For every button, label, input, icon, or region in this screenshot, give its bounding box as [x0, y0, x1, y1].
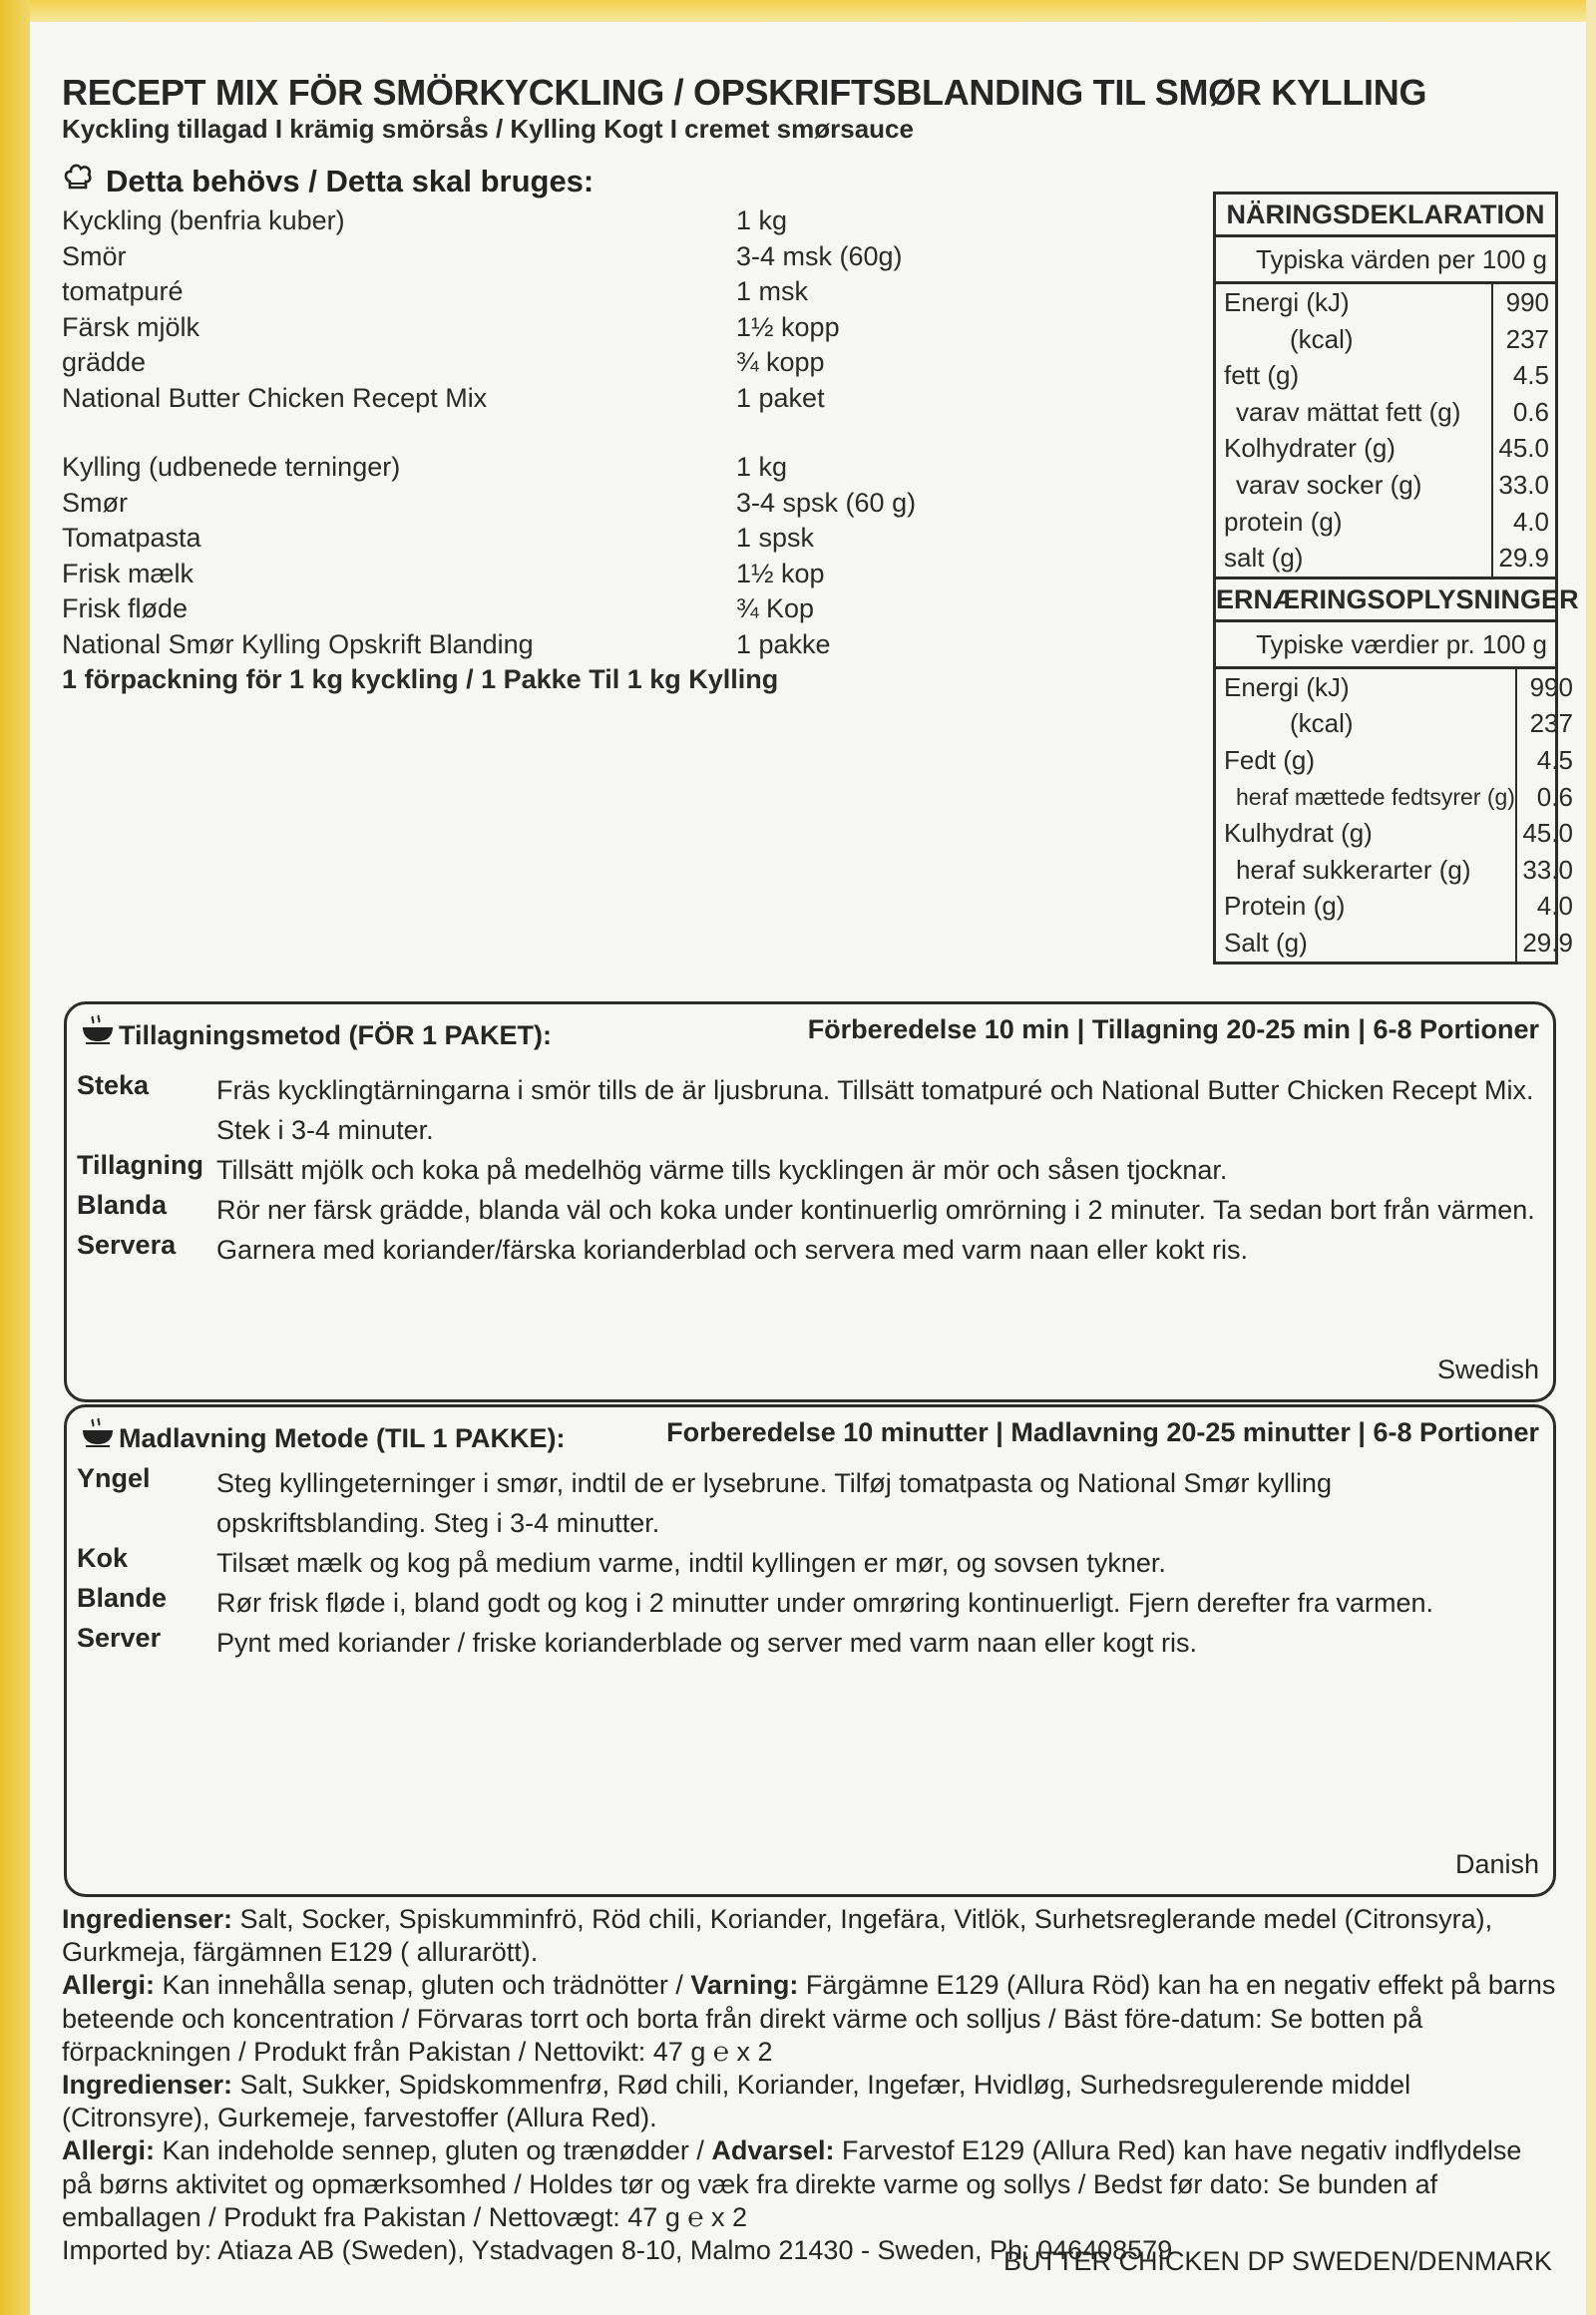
nutrition-label: Energi (kJ) — [1216, 284, 1493, 321]
list-item: Kyckling (benfria kuber) 1 kg — [62, 205, 788, 235]
language-label-sv: Swedish — [1436, 1354, 1539, 1384]
page-title: RECEPT MIX FÖR SMÖRKYCKLING / OPSKRIFTSBLANDING TIL SMØR KYLLING — [62, 72, 1427, 113]
method-time-da: Forberedelse 10 minutter | Madlavning 20-25 minutter | 6-8 Portioner — [666, 1417, 1539, 1447]
nutrition-subtitle-sv: Typiska värden per 100 g — [1216, 237, 1555, 284]
step-label: Servera — [77, 1230, 177, 1260]
ingredients-sv: Ingredienser: Salt, Socker, Spiskumminfrö, Röd chili, Koriander, Ingefära, Vitlök, Surhetsreglerande medel (Citronsyra), Gurkmeja, färgämnen E129 ( allurarött). — [62, 1904, 1493, 1968]
step-label: Blande — [77, 1583, 168, 1613]
language-label-da: Danish — [1454, 1849, 1539, 1879]
nutrition-value: 4.5 — [1536, 744, 1573, 775]
list-item: tomatpuré 1 msk — [62, 276, 809, 306]
allergy-da: Allergi: Kan indeholde sennep, gluten og trænødder / Advarsel: Farvestof E129 (Allura Red) kan have negativ indflydelse på børns aktivitet og opmærksomhed / Holdes tør og væk fra direkte varme og sollys / Bedst før dato: Se bunden af emballagen / Produkt fra Pakistan / Nettovægt: 47 g ℮ x 2 — [62, 2135, 1522, 2232]
step-label: Tillagning — [77, 1150, 203, 1180]
nutrition-value: 33.0 — [1522, 854, 1573, 885]
nutrition-value: 0.6 — [1512, 396, 1549, 427]
nutrition-value: 45.0 — [1522, 818, 1573, 849]
method-box-danish — [64, 1404, 1556, 1897]
product-code: BUTTER CHICKEN DP SWEDEN/DENMARK — [1002, 2246, 1552, 2276]
needs-heading-text: Detta behövs / Detta skal bruges: — [106, 164, 595, 198]
nutrition-label: protein (g) — [1216, 504, 1493, 541]
step-text: Steg kyllingeterninger i smør, indtil de er lysebrune. Tilføj tomatpasta og National Smør kylling opskriftsblanding. Steg i 3-4 minutter. — [216, 1468, 1332, 1538]
pack-note: 1 förpackning för 1 kg kyckling / 1 Pakke Til 1 kg Kylling — [62, 664, 779, 694]
nutrition-value: 29.9 — [1522, 927, 1573, 958]
method-heading-da: Madlavning Metode (TIL 1 PAKKE): — [81, 1417, 566, 1454]
nutrition-label: Kulhydrat (g) — [1216, 815, 1517, 852]
step-label: Server — [77, 1623, 162, 1653]
list-item: Tomatpasta 1 spsk — [62, 523, 815, 553]
nutrition-label: (kcal) — [1216, 321, 1493, 358]
nutrition-label: Kolhydrater (g) — [1216, 430, 1493, 467]
step-label: Steka — [77, 1070, 150, 1100]
list-item: Färsk mjölk 1½ kopp — [62, 311, 840, 342]
method-box-swedish — [64, 1001, 1556, 1402]
package-edge-right — [1586, 0, 1596, 2315]
nutrition-title-sv: NÄRINGSDEKLARATION — [1216, 194, 1555, 237]
package-edge-top — [30, 0, 1596, 22]
cooking-pot-icon — [81, 1417, 119, 1454]
cooking-pot-icon — [81, 1014, 119, 1051]
nutrition-subtitle-da: Typiske værdier pr. 100 g — [1216, 622, 1555, 669]
nutrition-value: 4.0 — [1512, 506, 1549, 537]
nutrition-label: (kcal) — [1216, 705, 1517, 742]
nutrition-rows-sv — [1216, 284, 1555, 577]
list-item: National Butter Chicken Recept Mix 1 paket — [62, 382, 825, 413]
nutrition-title-da: ERNÆRINGSOPLYSNINGER — [1216, 577, 1555, 622]
nutrition-rows-da — [1216, 669, 1573, 962]
nutrition-value: 990 — [1505, 287, 1549, 317]
step-text: Pynt med koriander / friske korianderblade og server med varm naan eller kogt ris. — [216, 1628, 1197, 1658]
nutrition-label: Protein (g) — [1216, 888, 1517, 925]
nutrition-value: 4.5 — [1512, 360, 1549, 391]
package-edge-left — [0, 0, 30, 2315]
step-text: Rør frisk fløde i, bland godt og kog i 2 minutter under omrøring kontinuerligt. Fjern derefter fra varmen. — [216, 1588, 1434, 1618]
list-item: Smör 3-4 msk (60g) — [62, 240, 903, 271]
step-text: Fräs kycklingtärningarna i smör tills de är ljusbruna. Tillsätt tomatpuré och National Butter Chicken Recept Mix. Stek i 3-4 minuter. — [216, 1075, 1534, 1145]
nutrition-value: 45.0 — [1498, 433, 1549, 464]
ingredients-da: Ingredienser: Salt, Sukker, Spidskommenfrø, Rød chili, Koriander, Ingefær, Hvidløg, Surhedsregulerende middel (Citronsyre), Gurkemeje, farvestoffer (Allura Red). — [62, 2070, 1411, 2133]
step-label: Blanda — [77, 1190, 168, 1220]
nutrition-label: Salt (g) — [1216, 925, 1517, 962]
footer-text — [62, 1903, 1558, 2267]
step-text: Garnera med koriander/färska korianderblad och servera med varm naan eller kokt ris. — [216, 1235, 1248, 1265]
step-text: Rör ner färsk grädde, blanda väl och koka under kontinuerlig omrörning i 2 minuter. Ta sedan bort från värmen. — [216, 1195, 1535, 1225]
step-label: Yngel — [77, 1463, 151, 1493]
nutrition-label: heraf mættede fedtsyrer (g) — [1216, 779, 1517, 816]
page-subtitle: Kyckling tillagad I krämig smörsås / Kylling Kogt I cremet smørsauce — [62, 114, 914, 144]
allergy-sv: Allergi: Kan innehålla senap, gluten och trädnötter / Varning: Färgämne E129 (Allura Röd) kan ha en negativ effekt på barns beteende och koncentration / Förvaras torrt och borta från direkt värme och solljus / Bäst före-datum: Se botten på förpackningen / Produkt från Pakistan / Nettovikt: 47 g ℮ x 2 — [62, 1970, 1556, 2067]
nutrition-value: 4.0 — [1536, 891, 1573, 922]
nutrition-value: 0.6 — [1536, 781, 1573, 812]
method-time-sv: Förberedelse 10 min | Tillagning 20-25 min | 6-8 Portioner — [807, 1014, 1539, 1044]
nutrition-label: Fedt (g) — [1216, 742, 1517, 779]
nutrition-label: heraf sukkerarter (g) — [1216, 852, 1517, 889]
list-item: Frisk fløde ¾ Kop — [62, 593, 815, 623]
nutrition-value: 237 — [1505, 323, 1549, 354]
step-label: Kok — [77, 1543, 129, 1573]
method-heading-sv: Tillagningsmetod (FÖR 1 PAKET): — [81, 1014, 552, 1051]
list-item: grädde ¾ kopp — [62, 347, 825, 377]
nutrition-value: 237 — [1529, 708, 1573, 739]
step-text: Tilsæt mælk og kog på medium varme, indtil kyllingen er mør, og sovsen tykner. — [216, 1548, 1166, 1578]
list-item: Kylling (udbenede terninger) 1 kg — [62, 452, 788, 482]
nutrition-table — [1213, 192, 1579, 965]
step-text: Tillsätt mjölk och koka på medelhög värme tills kycklingen är mör och såsen tjocknar. — [216, 1155, 1228, 1185]
ingredients-list — [62, 203, 917, 698]
nutrition-label: fett (g) — [1216, 357, 1493, 394]
needs-heading — [62, 160, 594, 199]
nutrition-label: Energi (kJ) — [1216, 669, 1517, 706]
list-item: Smør 3-4 spsk (60 g) — [62, 487, 917, 518]
nutrition-label: varav socker (g) — [1216, 467, 1493, 504]
nutrition-value: 33.0 — [1498, 469, 1549, 500]
nutrition-value: 29.9 — [1498, 543, 1549, 574]
chef-hat-icon — [62, 160, 98, 199]
nutrition-label: varav mättat fett (g) — [1216, 394, 1493, 431]
nutrition-value: 990 — [1529, 671, 1573, 702]
nutrition-label: salt (g) — [1216, 540, 1493, 577]
list-item: National Smør Kylling Opskrift Blanding 1 pakke — [62, 628, 831, 659]
list-item: Frisk mælk 1½ kop — [62, 558, 825, 588]
importer-info: Imported by: Atiaza AB (Sweden), Ystadvagen 8-10, Malmo 21430 - Sweden, Ph: 046408579 — [62, 2235, 1173, 2266]
